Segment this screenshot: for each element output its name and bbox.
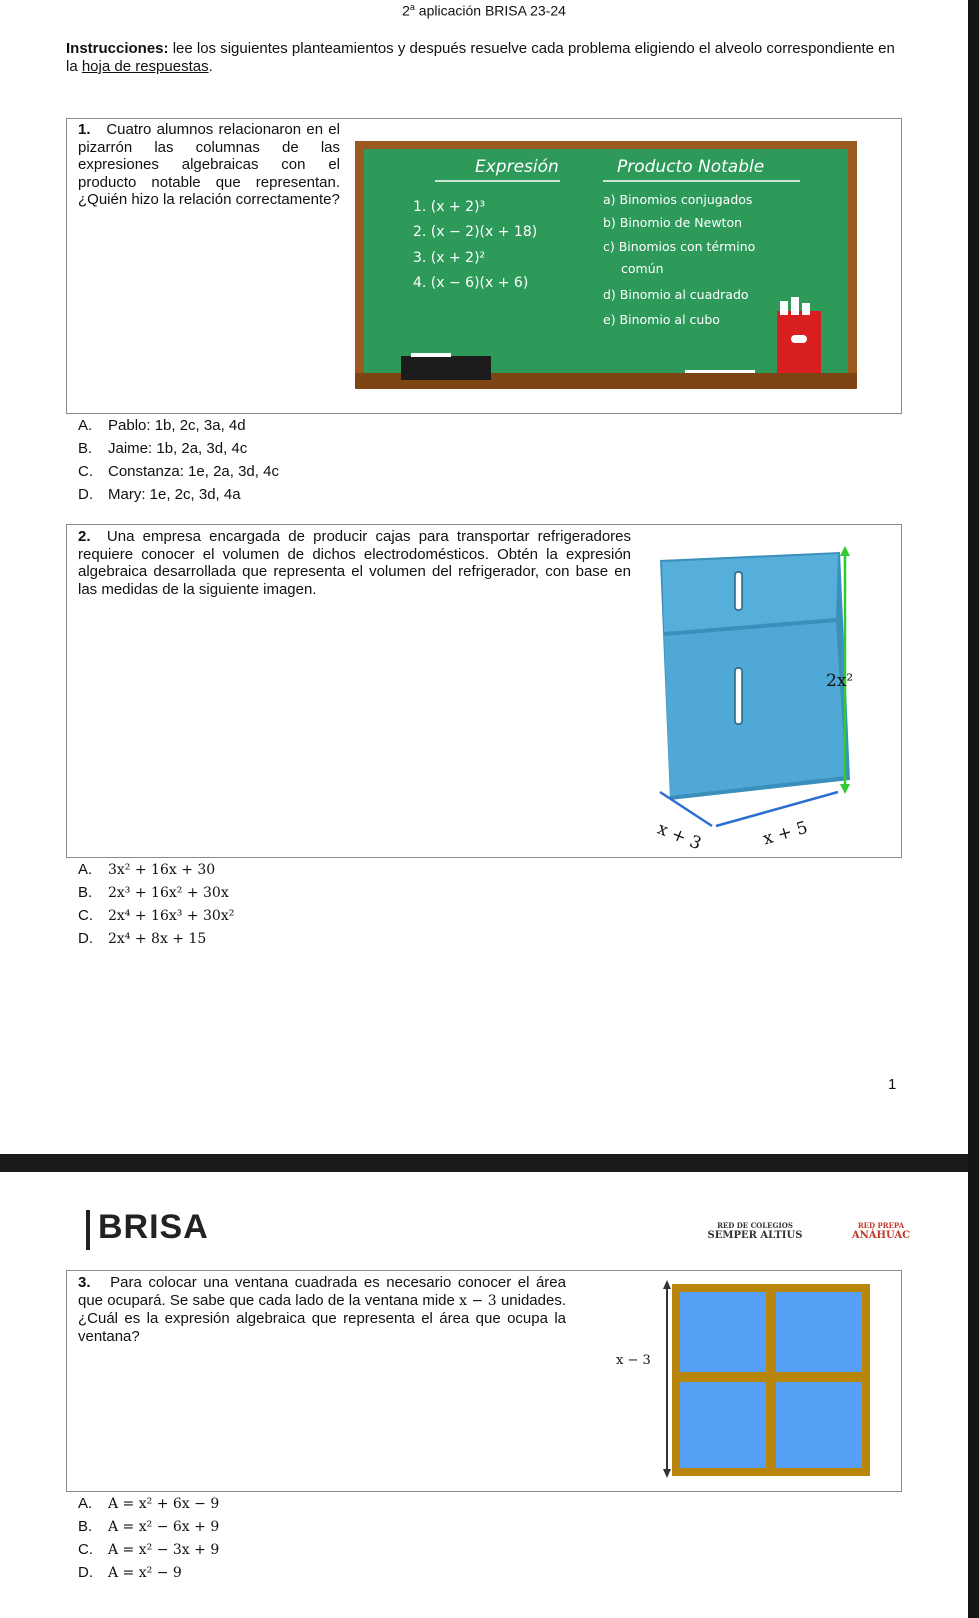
product-c: c) Binomios con término (603, 239, 756, 254)
q2-option-c[interactable]: C. 2x⁴ + 16x³ + 30x² (78, 907, 235, 924)
window-pane-br (776, 1382, 862, 1468)
question-1-text: 1. Cuatro alumnos relacionaron en el pizarrón las columnas de las expresiones algebraicas con el producto notable que representan. ¿Quién hizo la relación correctamente? (78, 121, 340, 208)
depth-label: x + 3 (654, 818, 705, 855)
fridge-door (664, 622, 846, 796)
window-pane-tr (776, 1292, 862, 1372)
chalk-stick (685, 370, 755, 373)
product-b: b) Binomio de Newton (603, 215, 743, 230)
expr-4: 4. (x − 6)(x + 6) (413, 275, 529, 291)
width-label: x + 5 (760, 817, 810, 850)
window-pane-tl (680, 1292, 766, 1372)
instructions: Instrucciones: lee los siguientes planteamientos y después resuelve cada problema eligiendo el alveolo correspondiente en la hoja de respuestas. (66, 40, 895, 75)
product-e: e) Binomio al cubo (603, 312, 720, 327)
question-2-text: 2. Una empresa encargada de producir cajas para transportar refrigeradores requiere conocer el volumen de dichos electrodomésticos. Obtén la expresión algebraica desarrollada que representa el volumen del refrigerador, con base en las medidas de la siguiente imagen. (78, 528, 631, 598)
brisa-logo: BRISA (98, 1208, 209, 1246)
window-pane-bl (680, 1382, 766, 1468)
side-label: x − 3 (616, 1353, 651, 1368)
fridge-handle (735, 668, 742, 724)
q3-option-d[interactable]: D. A = x² − 9 (78, 1564, 182, 1581)
chalkboard (355, 141, 857, 394)
height-label: 2x² (826, 671, 854, 691)
right-edge (968, 0, 979, 1618)
col-product-header: Producto Notable (617, 157, 765, 177)
product-d: d) Binomio al cuadrado (603, 287, 749, 302)
page-title: 2$^a$ aplicación BRISA 23-24 (402, 2, 566, 19)
width-arrow (716, 792, 838, 826)
page-gap (0, 1154, 979, 1172)
brisa-logo-bar (86, 1210, 90, 1250)
answer-sheet-link: hoja de respuestas (81, 58, 209, 75)
semper-altius-logo: RED DE COLEGIOS SEMPER ALTIUS (707, 1221, 803, 1241)
expr-2: 2. (x − 2)(x + 18) (413, 224, 538, 240)
q1-option-b[interactable]: B. Jaime: 1b, 2a, 3d, 4c (78, 440, 248, 457)
q1-option-a[interactable]: A. Pablo: 1b, 2c, 3a, 4d (78, 417, 246, 434)
product-c-cont: común (621, 261, 664, 276)
product-a: a) Binomios conjugados (603, 192, 753, 207)
anahuac-logo: RED PREPA ANÁHUAC (851, 1221, 911, 1241)
q2-option-d[interactable]: D. 2x⁴ + 8x + 15 (78, 930, 207, 947)
freezer-handle (735, 572, 742, 610)
q3-option-b[interactable]: B. A = x² − 6x + 9 (78, 1518, 220, 1535)
q2-option-a[interactable]: A. 3x² + 16x + 30 (78, 861, 216, 878)
expr-1: 1. (x + 2)³ (413, 199, 486, 215)
q1-option-c[interactable]: C. Constanza: 1e, 2a, 3d, 4c (78, 463, 279, 480)
q3-option-a[interactable]: A. A = x² + 6x − 9 (78, 1495, 220, 1512)
q2-option-b[interactable]: B. 2x³ + 16x² + 30x (78, 884, 229, 901)
q1-option-d[interactable]: D. Mary: 1e, 2c, 3d, 4a (78, 486, 241, 503)
eraser (401, 356, 491, 380)
q3-option-c[interactable]: C. A = x² − 3x + 9 (78, 1541, 220, 1558)
question-3-text: 3. Para colocar una ventana cuadrada es necesario conocer el área que ocupará. Se sabe que cada lado de la ventana mide x − 3 unidades. ¿Cuál es la expresión algebraica que representa el área que ocupa la ventana? (78, 1274, 566, 1345)
refrigerator-figure (640, 540, 880, 858)
col-expression-header: Expresión (475, 157, 559, 177)
window-figure (610, 1280, 880, 1490)
expr-3: 3. (x + 2)² (413, 250, 486, 266)
page-number: 1 (888, 1076, 897, 1093)
